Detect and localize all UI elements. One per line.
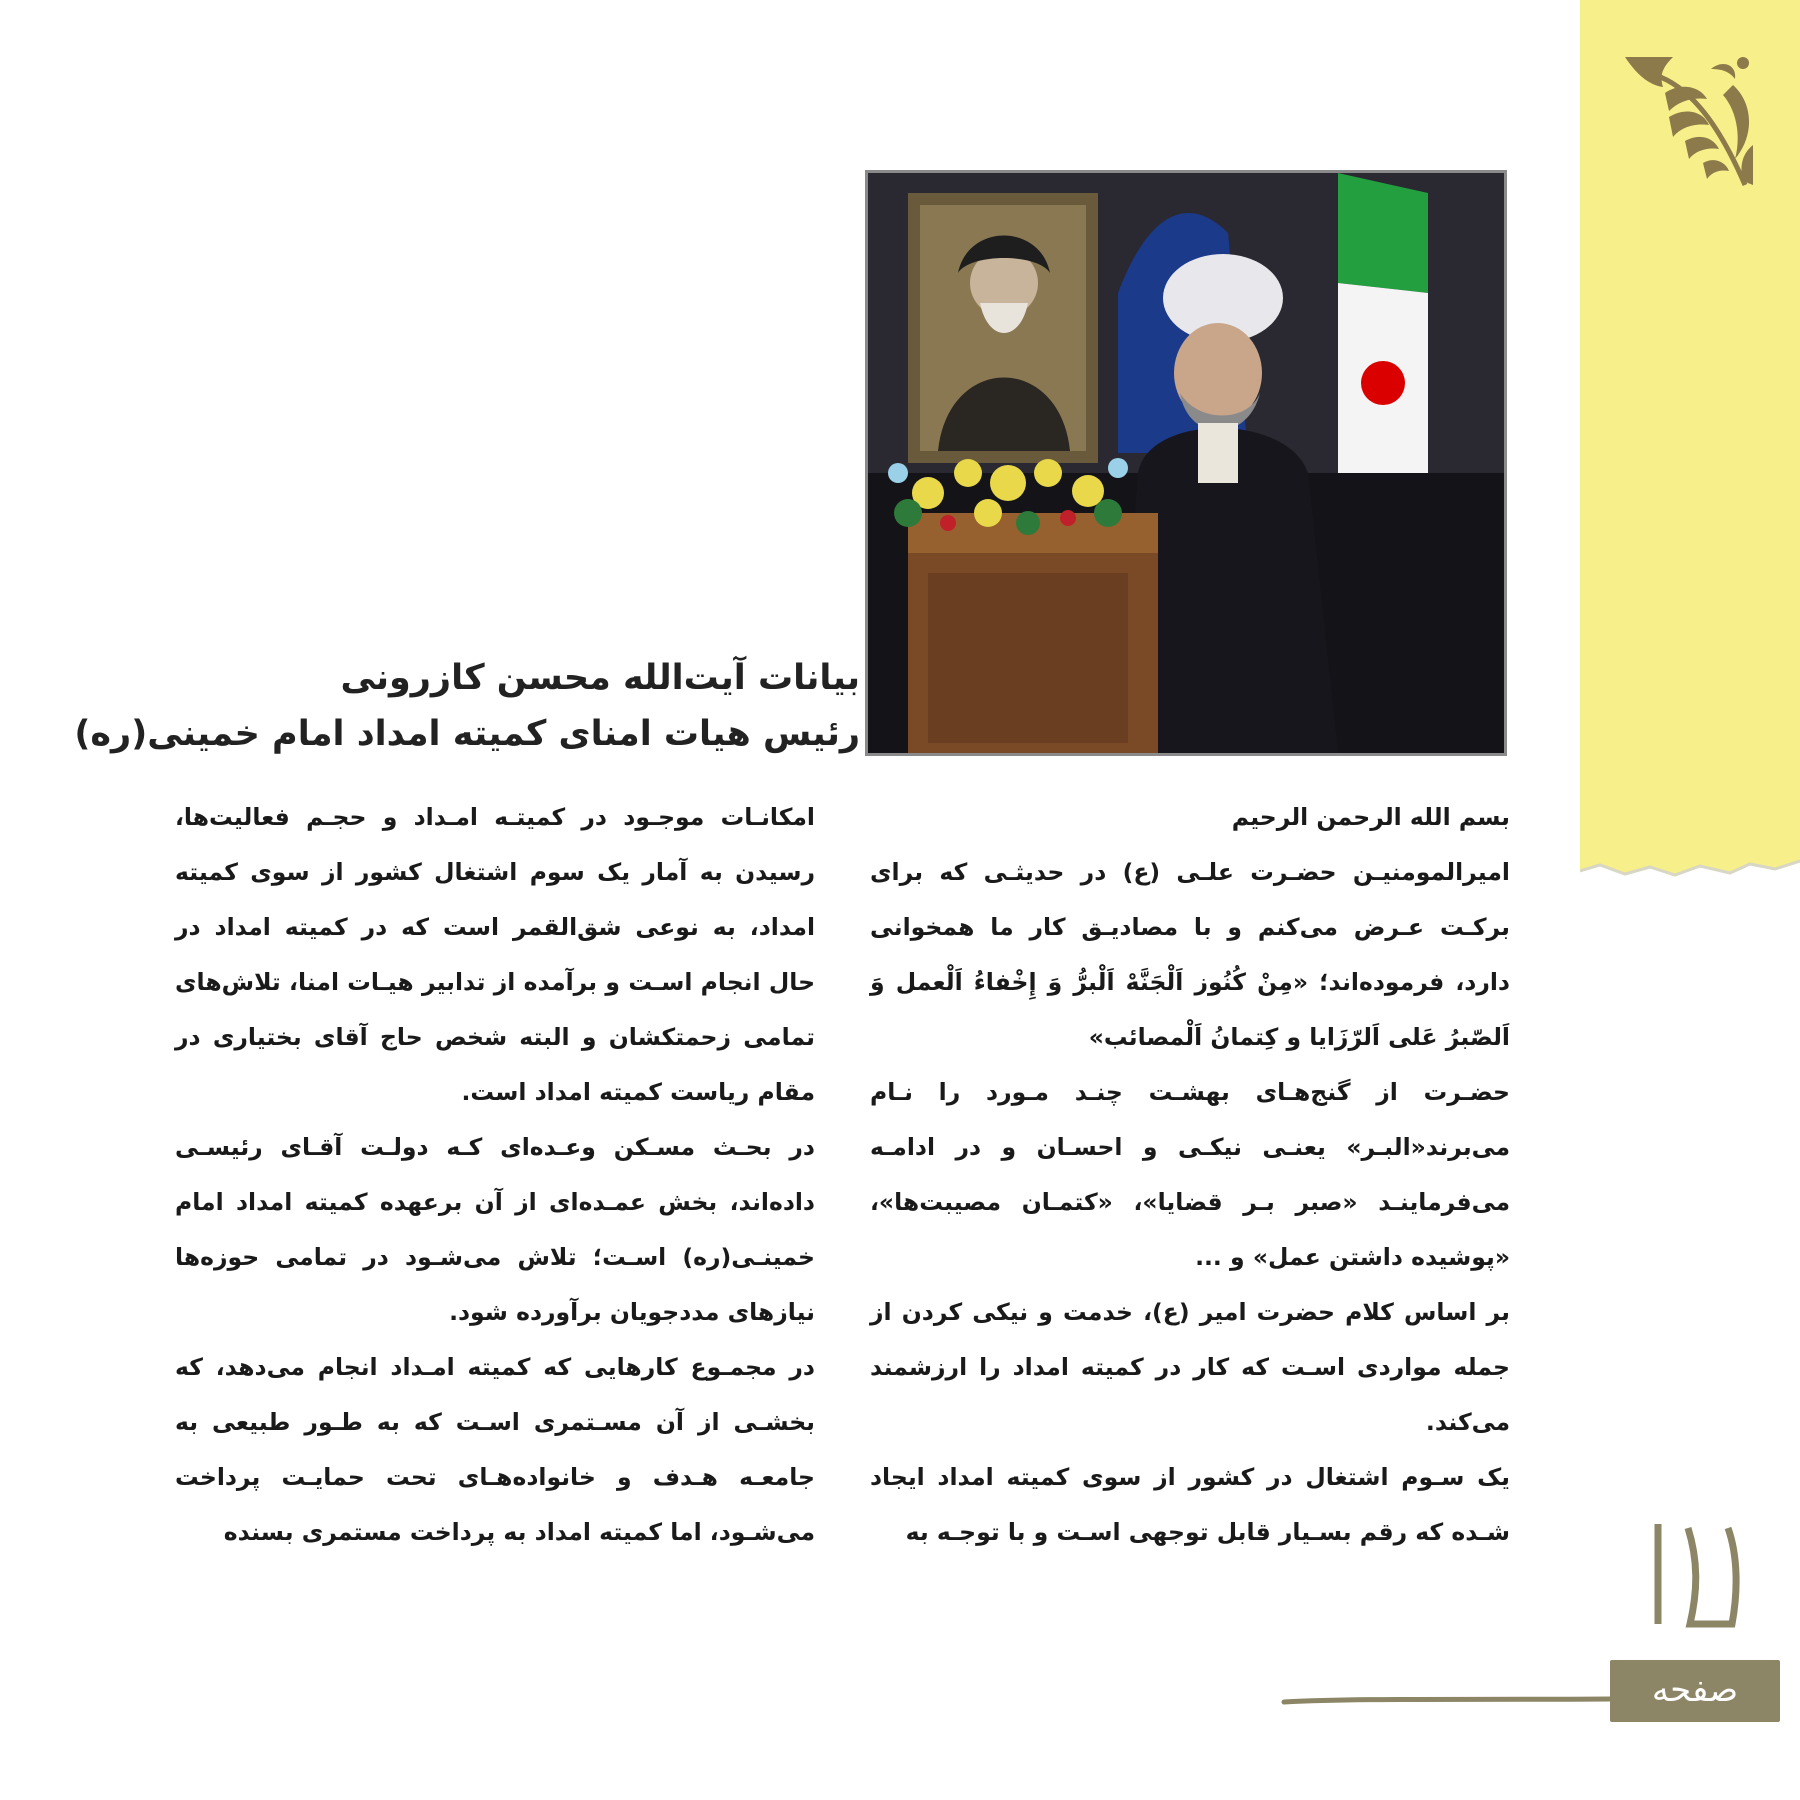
article-title (74, 650, 860, 762)
paragraph: حضـرت از گنج‌هـای بهشـت چنـد مـورد را نـام می‌برند«البـر» یعنـی نیکـی و احسـان و در ادامـه می‌فرماینـد «صبر بـر قضایا»، «کتمـان مصیبت‌ها»، «پوشیده داشتن عمل» و ... (870, 1078, 1510, 1271)
paragraph: بسم الله الرحمن الرحیم (1231, 803, 1510, 831)
title-line-2: رئیس هیات امنای کمیته امداد امام خمینی(ره) (74, 714, 860, 754)
title-line-1: بیانات آیت‌الله محسن کازرونی (340, 658, 860, 698)
text-column-left (175, 790, 815, 1560)
text-column-right (870, 790, 1510, 1560)
paragraph: بر اساس کلام حضرت امیر (ع)، خدمت و نیکی کردن از جمله مواردی اسـت که کار در کمیته امداد را ارزشمند می‌کند. (870, 1298, 1510, 1436)
paragraph: امکانـات موجـود در کمیتـه امـداد و حجـم فعالیت‌ها، رسیدن به آمار یک سوم اشتغال کشور از سوی کمیته امداد، به نوعی شق‌القمر است که در کمیته امداد در حال انجام اسـت و برآمده از تدابیر هیـات امنا، تلاش‌های تمامی زحمتکشان و البته شخص حاج آقای بختیاری در مقام ریاست کمیته امداد است. (175, 803, 815, 1106)
page-number (1640, 1520, 1740, 1630)
paragraph: امیرالمومنیـن حضـرت علـی (ع) در حدیثـی که برای برکـت عـرض می‌کنم و با مصادیـق کار ما همخوانی دارد، فرموده‌اند؛ «مِنْ کُنُوز اَلْجَنَّهْ اَلْبرُّ وَ إِخْفاءُ اَلْعمل وَ اَلصّبرُ عَلی اَلرّزَایا و کِتمانُ اَلْمصائب» (870, 858, 1510, 1051)
torn-paper-edge (1580, 855, 1800, 883)
floral-ornament-icon (1615, 45, 1765, 195)
page-label: صفحه (1610, 1660, 1780, 1722)
paragraph: در بحـث مسـکن وعـده‌ای کـه دولـت آقـای رئیسـی داده‌اند، بخش عمـده‌ای از آن برعهده کمیته امداد امام خمینـی(ره) اسـت؛ تلاش می‌شـود در تمامی حوزه‌ها نیازهای مددجویان برآورده شود. (175, 1133, 815, 1326)
decorative-underline (1280, 1690, 1610, 1710)
paragraph: در مجمـوع کارهایی که کمیته امـداد انجام می‌دهد، که بخشـی از آن مسـتمری اسـت که به طـور طبیعی به جامعـه هـدف و خانواده‌هـای تحت حمایـت پرداخت می‌شـود، اما کمیته امداد به پرداخت مستمری بسنده (175, 1353, 815, 1546)
paragraph: یک سـوم اشتغال در کشور از سوی کمیته امداد ایجاد شـده که رقم بسـیار قابل توجهی اسـت و با توجـه به (870, 1463, 1510, 1546)
speaker-photo (865, 170, 1507, 756)
